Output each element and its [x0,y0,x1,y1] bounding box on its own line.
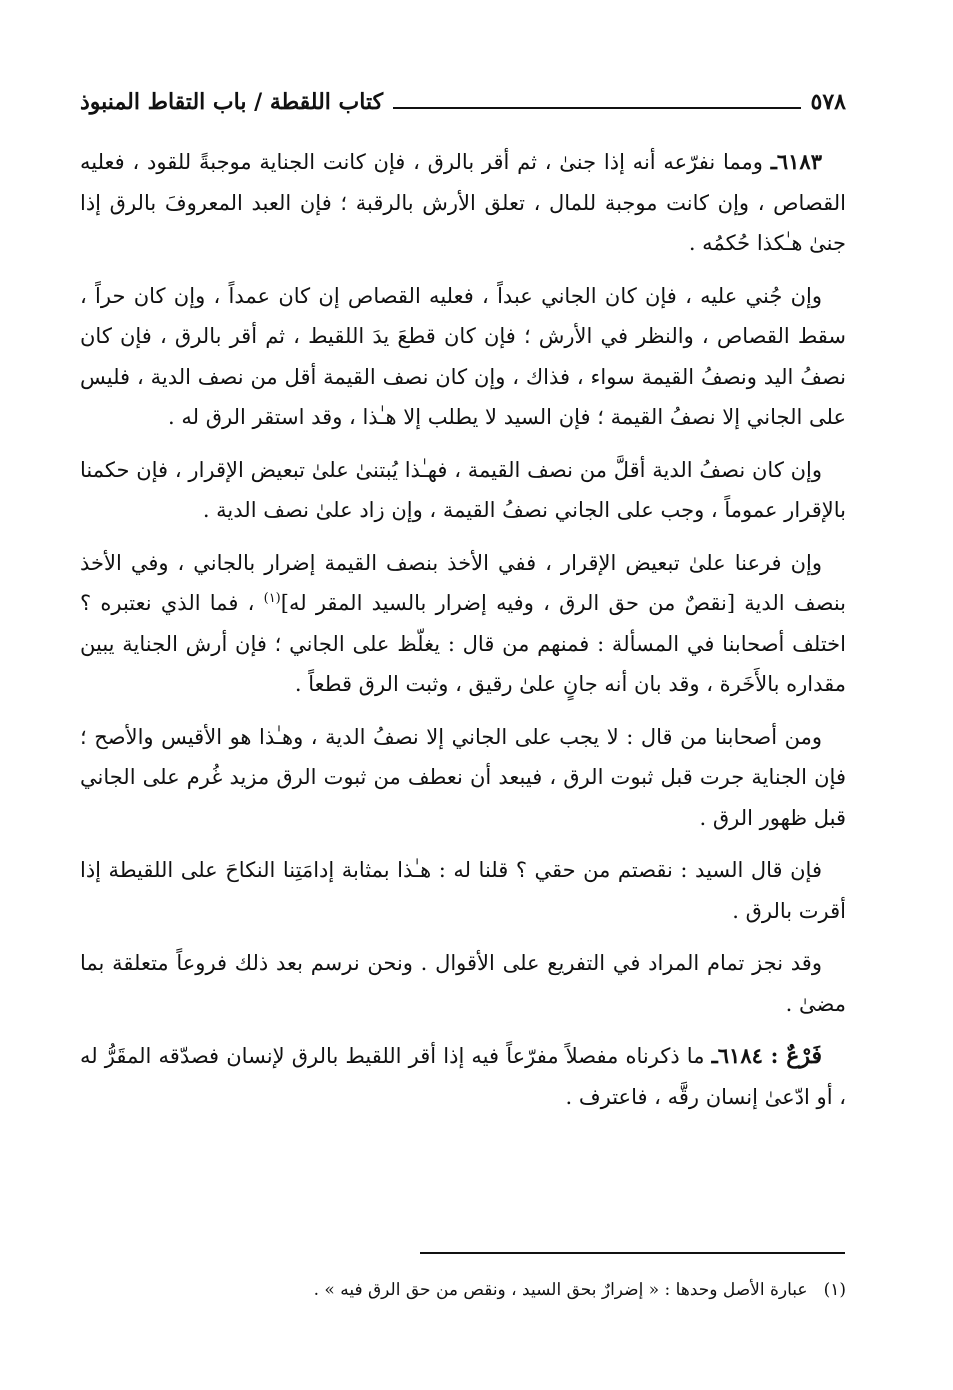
footnote-separator [420,1252,845,1254]
paragraph-text: ما ذكرناه مفصلاً مفرّعاً فيه إذا أقر اللقيط بالرق لإنسان فصدّقه المقَرُّ له ، أو ادّعىٰ إنسان رقَّه ، فاعترف . [80,1044,846,1109]
running-title: كتاب اللقطة / باب التقاط المنبوذ [80,89,384,115]
paragraph-text: وإن فرعنا علىٰ تبعيض الإقرار ، ففي الأخذ بنصف القيمة إضرار بالجاني ، وفي الأخذ بنصف الدية [نقصٌ من حق الرق ، وفيه إضرار بالسيد المقر له] [80,550,846,615]
header-rule [393,107,800,109]
footnote-text: عبارة الأصل وحدها : « إضرارٌ بحق السيد ، ونقص من حق الرق فيه » . [313,1280,808,1300]
paragraph: ومن أصحابنا من قال : لا يجب على الجاني إلا نصفُ الدية ، وهـٰذا هو الأقيس والأصح ؛ فإن الجناية جرت قبل ثبوت الرق ، فيبعد أن نعطف من ثبوت الرق مزيد غُرم على الجاني قبل ظهور الرق . [80,724,846,830]
paragraph: وقد نجز تمام المراد في التفريع على الأقوال . ونحن نرسم بعد ذلك فروعاً متعلقة بما مضىٰ . [80,951,846,1016]
paragraph-6183 [80,142,846,264]
paragraph: وإن جُني عليه ، فإن كان الجاني عبداً ، فعليه القصاص إن كان عمداً ، وإن كان حراً ، سقط القصاص ، والنظر في الأرش ؛ فإن كان قطعَ يدَ اللقيط ، ثم أقر بالرق ، فإن كان نصفُ اليد ونصفُ القيمة سواء ، فذاك ، وإن كان نصف القيمة أقل من نصف الدية ، فليس على الجاني إلا نصفُ القيمة ؛ فإن السيد لا يطلب إلا هـٰذا ، وقد استقر الرق له . [80,283,846,429]
paragraph [80,543,846,705]
issue-number: ٦١٨٣ـ [770,149,822,174]
paragraph-6184 [80,1036,846,1117]
page-number: ٥٧٨ [810,89,846,115]
main-text [80,142,846,1129]
paragraph: وإن كان نصفُ الدية أقلَّ من نصف القيمة ، فهـٰذا يُبتنىٰ علىٰ تبعيض الإقرار ، فإن حكمنا بالإقرار عموماً ، وجب على الجاني نصفُ القيمة ، وإن زاد علىٰ نصف الدية . [80,457,846,522]
section-label: فَرْعٌ [786,1043,822,1069]
footnote-marker: (١) [823,1280,846,1300]
paragraph-text: ومما نفرّعه أنه إذا جنىٰ ، ثم أقر بالرق ، فإن كانت الجناية موجبةً للقود ، فعليه القصاص ، وإن كانت موجبة للمال ، تعلق الأرش بالرقبة ؛ فإن العبد المعروفَ بالرق إذا جنىٰ هـٰكذا حُكمُه . [80,150,846,255]
paragraph: فإن قال السيد : نقصتم من حقي ؟ قلنا له : هـٰذا بمثابة إدامَتِنا النكاحَ على اللقيطة إذا أقرت بالرق . [80,858,846,923]
page-header [80,82,846,122]
issue-number: : ٦١٨٤ـ [711,1043,787,1068]
footnote-reference[interactable]: (١) [263,591,281,606]
footnote [80,1276,846,1304]
paragraph-text: ، فما الذي نعتبره ؟ اختلف أصحابنا في المسألة : فمنهم من قال : يغلّظ على الجاني ؛ فإن أرش الجناية يبين مقداره بالأَخَرة ، وقد بان أنه جانٍ علىٰ رقيق ، وثبت الرق قطعاً . [80,591,846,696]
